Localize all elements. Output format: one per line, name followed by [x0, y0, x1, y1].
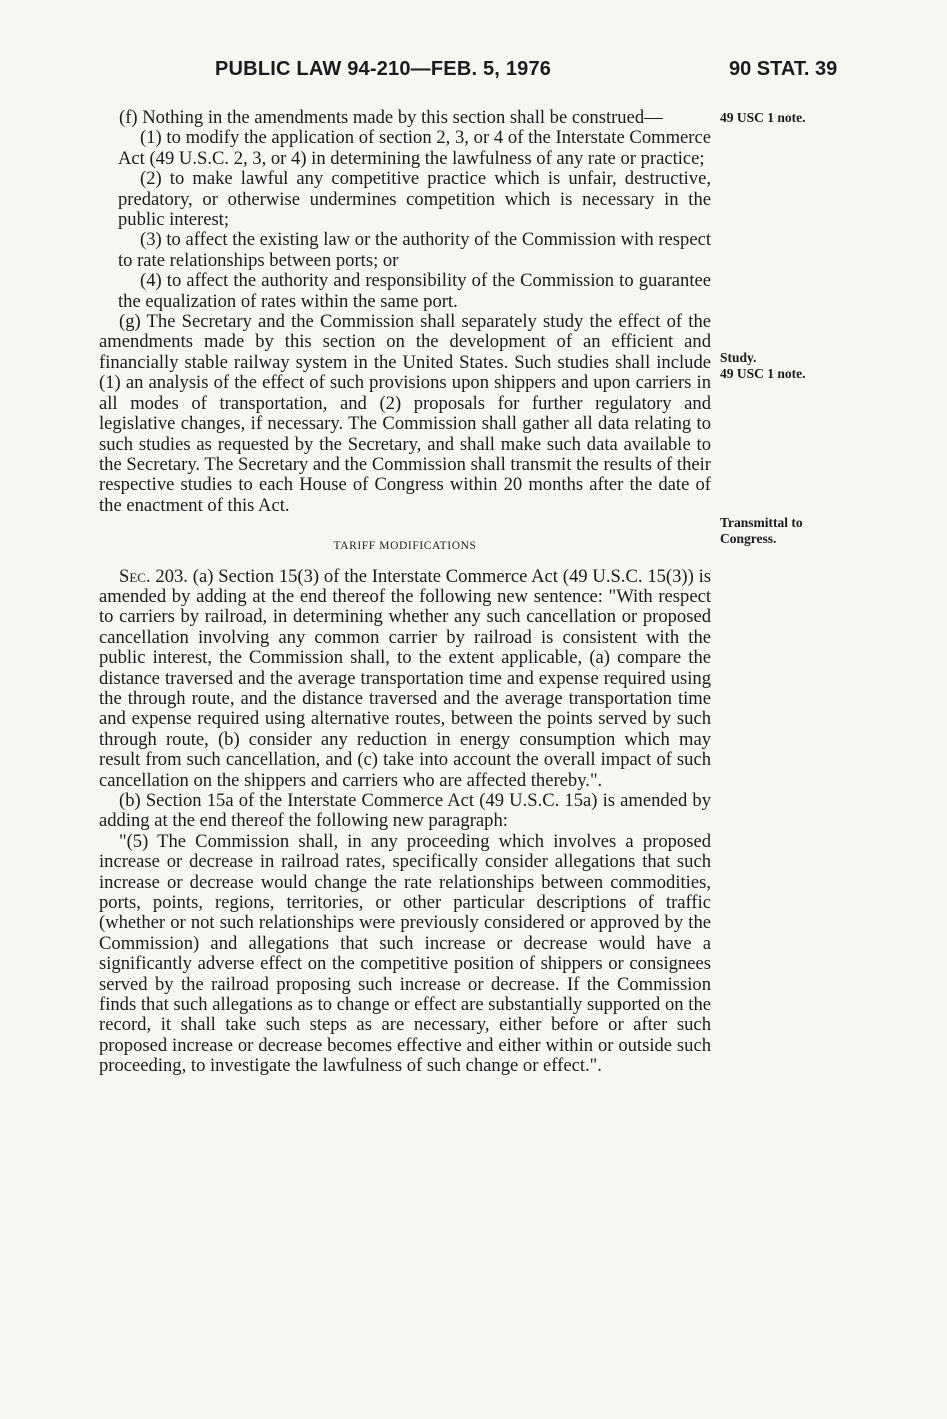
- clause-f4: (4) to affect the authority and responsibility of the Commission to guarantee the equalization of rates within the same port.: [118, 270, 711, 312]
- section-heading: TARIFF MODIFICATIONS: [333, 540, 477, 553]
- paragraph-5: "(5) The Commission shall, in any proceeding which involves a proposed increase or decrease in railroad rates, specifically consider allegations that such increase or decrease would change the rate relationships between commodities, ports, points, regions, territories, or other particular descriptions of traffic (whether or not such relationships were previously considered or approved by the Commission) and allegations that such increase or decrease would have a significantly adverse effect on the competitive position of shippers or consignees served by the railroad proposing such increase or decrease. If the Commission finds that such allegations as to change or effect are substantially supported on the record, it shall take such steps as are necessary, either before or after such proposed increase or decrease becomes effective and either within or outside such proceeding, to investigate the lawfulness of such change or effect.".: [99, 830, 711, 1077]
- margin-note-transmittal-line1: Transmittal to: [720, 515, 803, 530]
- clause-f1: (1) to modify the application of section 2, 3, or 4 of the Interstate Commerce Act (49 U.S.C. 2, 3, or 4) in determining the lawfulness of any rate or practice;: [118, 127, 711, 169]
- margin-note-49-usc-1: [720, 110, 806, 126]
- section-203-a-text: (a) Section 15(3) of the Interstate Commerce Act (49 U.S.C. 15(3)) is amended by adding at the end thereof the following new sentence: "With respect to carriers by railroad, in determining whether any such cancellation or proposed cancellation involving any common carrier by railroad is consistent with the public interest, the Commission shall, to the extent applicable, (a) compare the distance traversed and the average transportation time and expense required using the through route, and the distance traversed and the average transportation time and expense required using alternative routes, between the points served by such through route, (b) consider any reduction in energy consumption which may result from such cancellation, and (c) take into account the overall impact of such cancellation on the shippers and carriers who are affected thereby.".: [99, 565, 712, 791]
- section-203-a: [99, 567, 711, 791]
- law-title: PUBLIC LAW 94-210—FEB. 5, 1976: [215, 58, 552, 80]
- page-header: [0, 58, 947, 88]
- subsection-g: (g) The Secretary and the Commission shall separately study the effect of the amendments made by this section on the development of an efficient and financially stable railway system in the United States. Such studies shall include (1) an analysis of the effect of such provisions upon shippers and upon carriers in all modes of transportation, and (2) proposals for further regulatory and legislative changes, if necessary. The Commission shall gather all data relating to such studies as requested by the Secretary, and shall make such data available to the Secretary. The Secretary and the Commission shall transmit the results of their respective studies to each House of Congress within 20 months after the date of the enactment of this Act.: [99, 311, 711, 516]
- margin-note-study-label: Study.: [720, 350, 757, 365]
- margin-note-text: 49 USC 1 note.: [720, 110, 806, 125]
- margin-note-transmittal-line2: Congress.: [720, 531, 777, 546]
- margin-note-study-usc: 49 USC 1 note.: [720, 366, 806, 381]
- margin-note-study: [720, 350, 806, 382]
- subsection-f-intro: (f) Nothing in the amendments made by this section shall be construed—: [119, 107, 663, 128]
- clause-f3: (3) to affect the existing law or the authority of the Commission with respect to rate relationships between ports; or: [118, 229, 711, 271]
- clause-f2: (2) to make lawful any competitive practice which is unfair, destructive, predatory, or otherwise undermines competition which is necessary in the public interest;: [118, 168, 711, 231]
- section-label: Sec. 203.: [119, 565, 188, 587]
- section-203-b: (b) Section 15a of the Interstate Commerce Act (49 U.S.C. 15a) is amended by adding at the end thereof the following new paragraph:: [99, 790, 711, 832]
- statute-body: [99, 108, 711, 1077]
- statute-page-number: 90 STAT. 39: [729, 58, 838, 80]
- margin-note-transmittal: [720, 515, 803, 547]
